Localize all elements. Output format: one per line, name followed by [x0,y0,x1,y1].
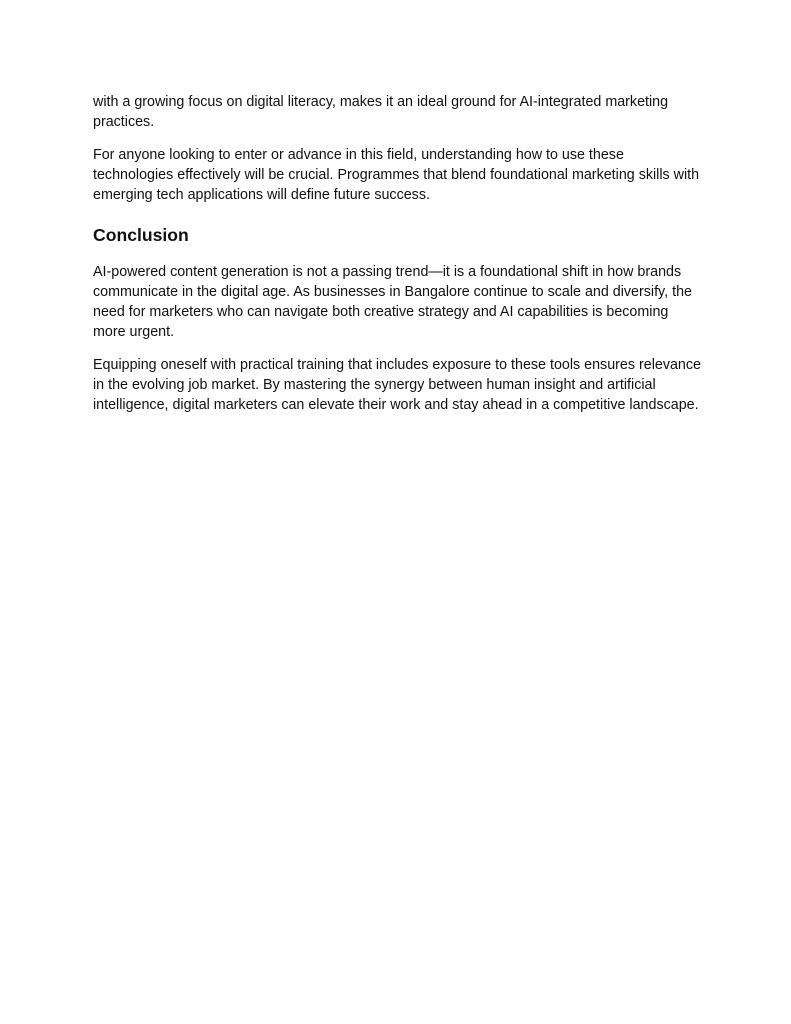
document-body [93,92,705,415]
conclusion-paragraph-1: AI-powered content generation is not a passing trend—it is a foundational shift in how brands communicate in the digital age. As businesses in Bangalore continue to scale and diversify, the need for marketers who can navigate both creative strategy and AI capabilities is becoming more urgent. [93,264,692,340]
intro-paragraph-2: For anyone looking to enter or advance in this field, understanding how to use these technologies effectively will be crucial. Programmes that blend foundational marketing skills with emerging tech applications will define future success. [93,147,700,203]
conclusion-paragraph-2: Equipping oneself with practical training that includes exposure to these tools ensures relevance in the evolving job market. By mastering the synergy between human insight and artificial intelligence, digital marketers can elevate their work and stay ahead in a competitive landscape. [93,357,701,413]
intro-paragraph-1: with a growing focus on digital literacy, makes it an ideal ground for AI-integrated marketing practices. [93,94,669,130]
conclusion-heading: Conclusion [93,225,189,245]
